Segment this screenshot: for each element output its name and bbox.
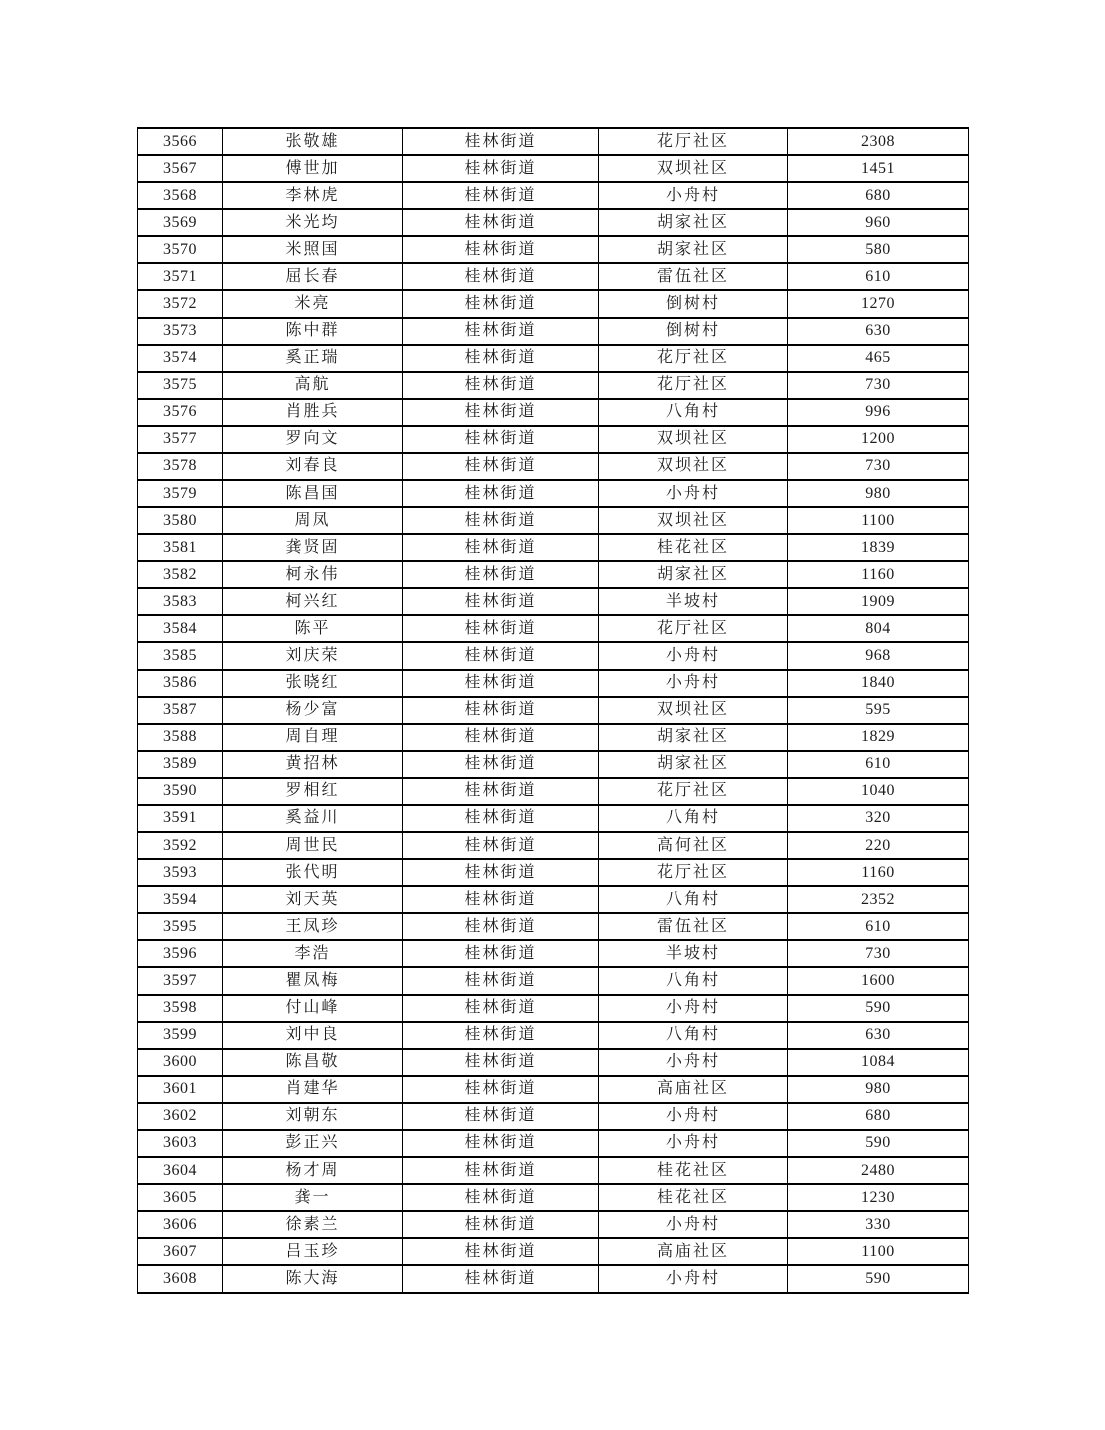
community-cell: 小舟村 (599, 995, 788, 1022)
table-row (138, 940, 969, 967)
table-row (138, 399, 969, 426)
amount-cell: 630 (788, 318, 969, 345)
row-number-cell: 3570 (138, 236, 223, 263)
row-number-cell: 3597 (138, 967, 223, 994)
person-name-cell: 刘春良 (223, 453, 403, 480)
table-row (138, 263, 969, 290)
table-row (138, 480, 969, 507)
street-cell: 桂林街道 (403, 453, 599, 480)
row-number-cell: 3587 (138, 697, 223, 724)
person-name-cell: 傅世加 (223, 155, 403, 182)
person-name-cell: 李林虎 (223, 182, 403, 209)
community-cell: 高庙社区 (599, 1238, 788, 1265)
community-cell: 高何社区 (599, 832, 788, 859)
amount-cell: 590 (788, 1265, 969, 1293)
person-name-cell: 米亮 (223, 290, 403, 317)
table-row (138, 778, 969, 805)
amount-cell: 330 (788, 1211, 969, 1238)
table-row (138, 345, 969, 372)
street-cell: 桂林街道 (403, 615, 599, 642)
street-cell: 桂林街道 (403, 859, 599, 886)
community-cell: 花厅社区 (599, 778, 788, 805)
row-number-cell: 3589 (138, 751, 223, 778)
row-number-cell: 3572 (138, 290, 223, 317)
row-number-cell: 3601 (138, 1076, 223, 1103)
table-row (138, 561, 969, 588)
community-cell: 小舟村 (599, 670, 788, 697)
amount-cell: 1829 (788, 724, 969, 751)
community-cell: 桂花社区 (599, 534, 788, 561)
table-row (138, 670, 969, 697)
amount-cell: 610 (788, 263, 969, 290)
amount-cell: 1270 (788, 290, 969, 317)
row-number-cell: 3599 (138, 1022, 223, 1049)
person-name-cell: 徐素兰 (223, 1211, 403, 1238)
community-cell: 小舟村 (599, 1049, 788, 1076)
person-name-cell: 刘天英 (223, 886, 403, 913)
community-cell: 八角村 (599, 805, 788, 832)
street-cell: 桂林街道 (403, 1103, 599, 1130)
table-row (138, 697, 969, 724)
person-name-cell: 罗相红 (223, 778, 403, 805)
table-row (138, 1049, 969, 1076)
row-number-cell: 3566 (138, 128, 223, 155)
table-row (138, 1157, 969, 1184)
person-name-cell: 杨少富 (223, 697, 403, 724)
community-cell: 胡家社区 (599, 561, 788, 588)
row-number-cell: 3569 (138, 209, 223, 236)
community-cell: 双坝社区 (599, 155, 788, 182)
person-name-cell: 刘中良 (223, 1022, 403, 1049)
community-cell: 桂花社区 (599, 1184, 788, 1211)
table-row (138, 913, 969, 940)
amount-cell: 1160 (788, 561, 969, 588)
table-row (138, 751, 969, 778)
street-cell: 桂林街道 (403, 913, 599, 940)
street-cell: 桂林街道 (403, 778, 599, 805)
street-cell: 桂林街道 (403, 1157, 599, 1184)
table-row (138, 1265, 969, 1293)
person-name-cell: 奚益川 (223, 805, 403, 832)
community-cell: 八角村 (599, 1022, 788, 1049)
street-cell: 桂林街道 (403, 128, 599, 155)
community-cell: 小舟村 (599, 1103, 788, 1130)
person-name-cell: 刘朝东 (223, 1103, 403, 1130)
row-number-cell: 3581 (138, 534, 223, 561)
amount-cell: 1100 (788, 1238, 969, 1265)
street-cell: 桂林街道 (403, 1049, 599, 1076)
amount-cell: 630 (788, 1022, 969, 1049)
community-cell: 花厅社区 (599, 372, 788, 399)
amount-cell: 2308 (788, 128, 969, 155)
table-row (138, 1130, 969, 1157)
row-number-cell: 3594 (138, 886, 223, 913)
person-name-cell: 肖建华 (223, 1076, 403, 1103)
community-cell: 花厅社区 (599, 615, 788, 642)
person-name-cell: 张晓红 (223, 670, 403, 697)
street-cell: 桂林街道 (403, 534, 599, 561)
person-name-cell: 刘庆荣 (223, 642, 403, 669)
person-name-cell: 王凤珍 (223, 913, 403, 940)
person-name-cell: 张敬雄 (223, 128, 403, 155)
table-row (138, 236, 969, 263)
row-number-cell: 3585 (138, 642, 223, 669)
community-cell: 雷伍社区 (599, 263, 788, 290)
person-name-cell: 柯永伟 (223, 561, 403, 588)
table-row (138, 534, 969, 561)
table-row (138, 832, 969, 859)
row-number-cell: 3568 (138, 182, 223, 209)
street-cell: 桂林街道 (403, 1076, 599, 1103)
amount-cell: 980 (788, 1076, 969, 1103)
row-number-cell: 3583 (138, 588, 223, 615)
beneficiary-roster-table (137, 127, 969, 1294)
community-cell: 八角村 (599, 399, 788, 426)
amount-cell: 980 (788, 480, 969, 507)
person-name-cell: 黄招林 (223, 751, 403, 778)
amount-cell: 968 (788, 642, 969, 669)
row-number-cell: 3588 (138, 724, 223, 751)
amount-cell: 1840 (788, 670, 969, 697)
community-cell: 雷伍社区 (599, 913, 788, 940)
amount-cell: 960 (788, 209, 969, 236)
street-cell: 桂林街道 (403, 805, 599, 832)
row-number-cell: 3591 (138, 805, 223, 832)
table-row (138, 155, 969, 182)
person-name-cell: 屈长春 (223, 263, 403, 290)
street-cell: 桂林街道 (403, 642, 599, 669)
row-number-cell: 3571 (138, 263, 223, 290)
community-cell: 倒树村 (599, 318, 788, 345)
street-cell: 桂林街道 (403, 940, 599, 967)
street-cell: 桂林街道 (403, 236, 599, 263)
street-cell: 桂林街道 (403, 263, 599, 290)
person-name-cell: 陈昌敬 (223, 1049, 403, 1076)
community-cell: 双坝社区 (599, 426, 788, 453)
person-name-cell: 周自理 (223, 724, 403, 751)
row-number-cell: 3604 (138, 1157, 223, 1184)
street-cell: 桂林街道 (403, 1238, 599, 1265)
community-cell: 胡家社区 (599, 209, 788, 236)
amount-cell: 1200 (788, 426, 969, 453)
amount-cell: 730 (788, 372, 969, 399)
community-cell: 花厅社区 (599, 345, 788, 372)
street-cell: 桂林街道 (403, 480, 599, 507)
row-number-cell: 3579 (138, 480, 223, 507)
amount-cell: 1909 (788, 588, 969, 615)
amount-cell: 1451 (788, 155, 969, 182)
community-cell: 花厅社区 (599, 859, 788, 886)
person-name-cell: 付山峰 (223, 995, 403, 1022)
community-cell: 双坝社区 (599, 697, 788, 724)
person-name-cell: 陈昌国 (223, 480, 403, 507)
amount-cell: 680 (788, 1103, 969, 1130)
row-number-cell: 3584 (138, 615, 223, 642)
amount-cell: 465 (788, 345, 969, 372)
person-name-cell: 陈大海 (223, 1265, 403, 1293)
community-cell: 桂花社区 (599, 1157, 788, 1184)
street-cell: 桂林街道 (403, 724, 599, 751)
row-number-cell: 3575 (138, 372, 223, 399)
street-cell: 桂林街道 (403, 399, 599, 426)
person-name-cell: 奚正瑞 (223, 345, 403, 372)
amount-cell: 610 (788, 751, 969, 778)
table-row (138, 507, 969, 534)
street-cell: 桂林街道 (403, 372, 599, 399)
table-row (138, 724, 969, 751)
table-row (138, 290, 969, 317)
amount-cell: 2480 (788, 1157, 969, 1184)
community-cell: 小舟村 (599, 480, 788, 507)
amount-cell: 1230 (788, 1184, 969, 1211)
amount-cell: 590 (788, 995, 969, 1022)
person-name-cell: 吕玉珍 (223, 1238, 403, 1265)
community-cell: 小舟村 (599, 1265, 788, 1293)
amount-cell: 1040 (788, 778, 969, 805)
table-row (138, 453, 969, 480)
street-cell: 桂林街道 (403, 426, 599, 453)
row-number-cell: 3573 (138, 318, 223, 345)
community-cell: 八角村 (599, 967, 788, 994)
table-row (138, 588, 969, 615)
community-cell: 花厅社区 (599, 128, 788, 155)
row-number-cell: 3577 (138, 426, 223, 453)
street-cell: 桂林街道 (403, 751, 599, 778)
street-cell: 桂林街道 (403, 1022, 599, 1049)
person-name-cell: 龚贤固 (223, 534, 403, 561)
table-row (138, 642, 969, 669)
person-name-cell: 罗向文 (223, 426, 403, 453)
row-number-cell: 3574 (138, 345, 223, 372)
street-cell: 桂林街道 (403, 832, 599, 859)
street-cell: 桂林街道 (403, 155, 599, 182)
table-row (138, 615, 969, 642)
table-row (138, 209, 969, 236)
table-row (138, 805, 969, 832)
person-name-cell: 柯兴红 (223, 588, 403, 615)
table-row (138, 1238, 969, 1265)
row-number-cell: 3590 (138, 778, 223, 805)
person-name-cell: 龚一 (223, 1184, 403, 1211)
row-number-cell: 3605 (138, 1184, 223, 1211)
street-cell: 桂林街道 (403, 886, 599, 913)
table-row (138, 128, 969, 155)
amount-cell: 1084 (788, 1049, 969, 1076)
person-name-cell: 肖胜兵 (223, 399, 403, 426)
person-name-cell: 李浩 (223, 940, 403, 967)
table-row (138, 995, 969, 1022)
street-cell: 桂林街道 (403, 318, 599, 345)
table-row (138, 372, 969, 399)
street-cell: 桂林街道 (403, 1265, 599, 1293)
street-cell: 桂林街道 (403, 290, 599, 317)
community-cell: 小舟村 (599, 642, 788, 669)
community-cell: 双坝社区 (599, 453, 788, 480)
street-cell: 桂林街道 (403, 1211, 599, 1238)
community-cell: 倒树村 (599, 290, 788, 317)
community-cell: 胡家社区 (599, 751, 788, 778)
person-name-cell: 周凤 (223, 507, 403, 534)
amount-cell: 580 (788, 236, 969, 263)
row-number-cell: 3592 (138, 832, 223, 859)
table-row (138, 182, 969, 209)
table-row (138, 1103, 969, 1130)
row-number-cell: 3567 (138, 155, 223, 182)
person-name-cell: 张代明 (223, 859, 403, 886)
street-cell: 桂林街道 (403, 967, 599, 994)
amount-cell: 590 (788, 1130, 969, 1157)
community-cell: 半坡村 (599, 588, 788, 615)
amount-cell: 595 (788, 697, 969, 724)
amount-cell: 1600 (788, 967, 969, 994)
table-row (138, 1211, 969, 1238)
street-cell: 桂林街道 (403, 697, 599, 724)
row-number-cell: 3607 (138, 1238, 223, 1265)
community-cell: 胡家社区 (599, 724, 788, 751)
table-row (138, 1022, 969, 1049)
row-number-cell: 3580 (138, 507, 223, 534)
community-cell: 高庙社区 (599, 1076, 788, 1103)
table-row (138, 859, 969, 886)
table-row (138, 967, 969, 994)
community-cell: 半坡村 (599, 940, 788, 967)
street-cell: 桂林街道 (403, 507, 599, 534)
amount-cell: 220 (788, 832, 969, 859)
person-name-cell: 周世民 (223, 832, 403, 859)
row-number-cell: 3608 (138, 1265, 223, 1293)
table-row (138, 318, 969, 345)
person-name-cell: 米照国 (223, 236, 403, 263)
person-name-cell: 彭正兴 (223, 1130, 403, 1157)
table-row (138, 1184, 969, 1211)
person-name-cell: 杨才周 (223, 1157, 403, 1184)
row-number-cell: 3576 (138, 399, 223, 426)
roster-table-body (138, 128, 969, 1293)
table-row (138, 886, 969, 913)
table-row (138, 426, 969, 453)
amount-cell: 1100 (788, 507, 969, 534)
table-row (138, 1076, 969, 1103)
person-name-cell: 陈中群 (223, 318, 403, 345)
street-cell: 桂林街道 (403, 345, 599, 372)
amount-cell: 610 (788, 913, 969, 940)
row-number-cell: 3596 (138, 940, 223, 967)
street-cell: 桂林街道 (403, 182, 599, 209)
street-cell: 桂林街道 (403, 670, 599, 697)
amount-cell: 804 (788, 615, 969, 642)
row-number-cell: 3593 (138, 859, 223, 886)
community-cell: 胡家社区 (599, 236, 788, 263)
amount-cell: 1839 (788, 534, 969, 561)
person-name-cell: 陈平 (223, 615, 403, 642)
community-cell: 双坝社区 (599, 507, 788, 534)
row-number-cell: 3586 (138, 670, 223, 697)
amount-cell: 1160 (788, 859, 969, 886)
row-number-cell: 3578 (138, 453, 223, 480)
person-name-cell: 米光均 (223, 209, 403, 236)
row-number-cell: 3582 (138, 561, 223, 588)
row-number-cell: 3606 (138, 1211, 223, 1238)
community-cell: 小舟村 (599, 182, 788, 209)
street-cell: 桂林街道 (403, 1184, 599, 1211)
community-cell: 小舟村 (599, 1130, 788, 1157)
amount-cell: 730 (788, 940, 969, 967)
person-name-cell: 瞿凤梅 (223, 967, 403, 994)
amount-cell: 680 (788, 182, 969, 209)
street-cell: 桂林街道 (403, 995, 599, 1022)
amount-cell: 730 (788, 453, 969, 480)
street-cell: 桂林街道 (403, 588, 599, 615)
street-cell: 桂林街道 (403, 1130, 599, 1157)
person-name-cell: 高航 (223, 372, 403, 399)
street-cell: 桂林街道 (403, 561, 599, 588)
row-number-cell: 3598 (138, 995, 223, 1022)
row-number-cell: 3595 (138, 913, 223, 940)
row-number-cell: 3602 (138, 1103, 223, 1130)
amount-cell: 996 (788, 399, 969, 426)
community-cell: 八角村 (599, 886, 788, 913)
row-number-cell: 3603 (138, 1130, 223, 1157)
amount-cell: 2352 (788, 886, 969, 913)
row-number-cell: 3600 (138, 1049, 223, 1076)
street-cell: 桂林街道 (403, 209, 599, 236)
community-cell: 小舟村 (599, 1211, 788, 1238)
amount-cell: 320 (788, 805, 969, 832)
